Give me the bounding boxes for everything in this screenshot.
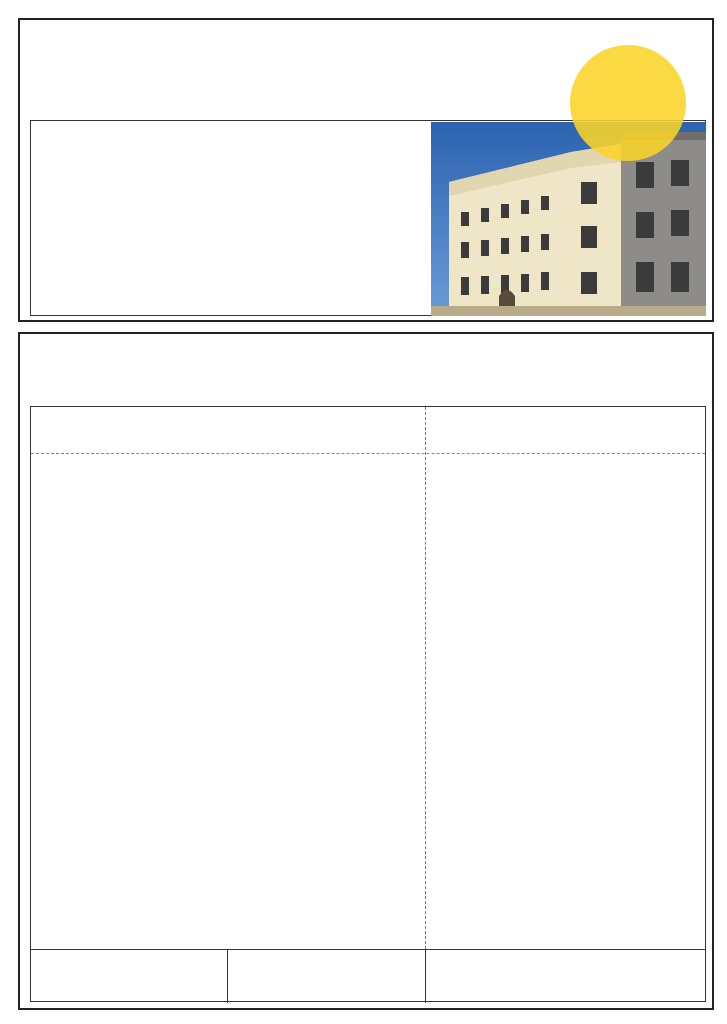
totals-divider xyxy=(31,949,705,950)
totals-divider-left xyxy=(227,949,228,1003)
right-column-header xyxy=(425,415,707,417)
sting-stamp xyxy=(570,45,686,161)
energy-card xyxy=(18,332,714,1010)
column-divider xyxy=(425,407,426,949)
type-row xyxy=(45,197,56,209)
building-photo-svg xyxy=(431,122,706,316)
units-label xyxy=(299,463,305,474)
header-divider xyxy=(31,453,705,454)
energy-table xyxy=(30,406,706,1002)
street-row xyxy=(45,139,56,151)
city-row xyxy=(45,168,56,180)
totals-divider-right xyxy=(425,949,426,1003)
building-photo xyxy=(431,122,706,316)
left-column-header xyxy=(31,415,425,417)
totals-label xyxy=(31,959,227,962)
area-row xyxy=(45,284,56,296)
